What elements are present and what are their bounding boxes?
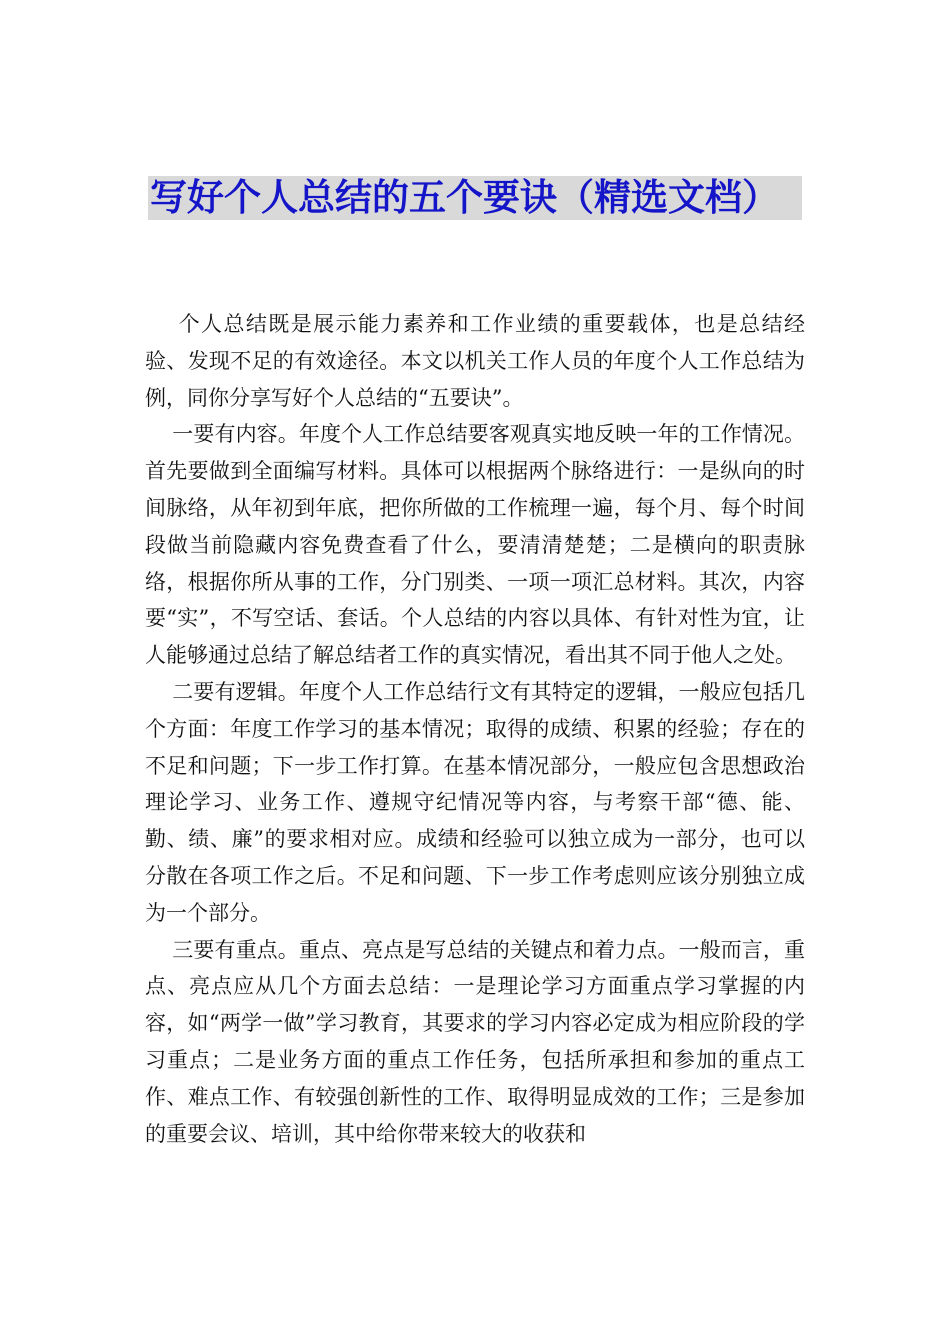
page-title: 写好个人总结的五个要诀（精选文档） [150, 176, 779, 219]
paragraph-content: 一要有内容。年度个人工作总结要客观真实地反映一年的工作情况。首先要做到全面编写材料。具体可以根据两个脉络进行：一是纵向的时间脉络，从年初到年底，把你所做的工作梳理一遍，每个月、每个时间段做当前隐藏内容免费查看了什么，要清清楚楚；二是横向的职责脉络，根据你所从事的工作，分门别类、一项一项汇总材料。其次，内容要“实”，不写空话、套话。个人总结的内容以具体、有针对性为宜，让人能够通过总结了解总结者工作的真实情况，看出其不同于他人之处。 [145, 422, 805, 668]
document-body [145, 306, 805, 1152]
paragraph-intro: 个人总结既是展示能力素养和工作业绩的重要载体，也是总结经验、发现不足的有效途径。本文以机关工作人员的年度个人工作总结为例，同你分享写好个人总结的“五要诀”。 [145, 312, 805, 410]
paragraph-logic: 二要有逻辑。年度个人工作总结行文有其特定的逻辑，一般应包括几个方面：年度工作学习的基本情况；取得的成绩、积累的经验；存在的不足和问题；下一步工作打算。在基本情况部分，一般应包含思想政治理论学习、业务工作、遵规守纪情况等内容，与考察干部“德、能、勤、绩、廉”的要求相对应。成绩和经验可以独立成为一部分，也可以分散在各项工作之后。不足和问题、下一步工作考虑则应该分别独立成为一个部分。 [145, 679, 805, 925]
paragraph-focus: 三要有重点。重点、亮点是写总结的关键点和着力点。一般而言，重点、亮点应从几个方面去总结：一是理论学习方面重点学习掌握的内容，如“两学一做”学习教育，其要求的学习内容必定成为相应阶段的学习重点；二是业务方面的重点工作任务，包括所承担和参加的重点工作、难点工作、有较强创新性的工作、取得明显成效的工作；三是参加的重要会议、培训，其中给你带来较大的收获和 [145, 937, 805, 1146]
